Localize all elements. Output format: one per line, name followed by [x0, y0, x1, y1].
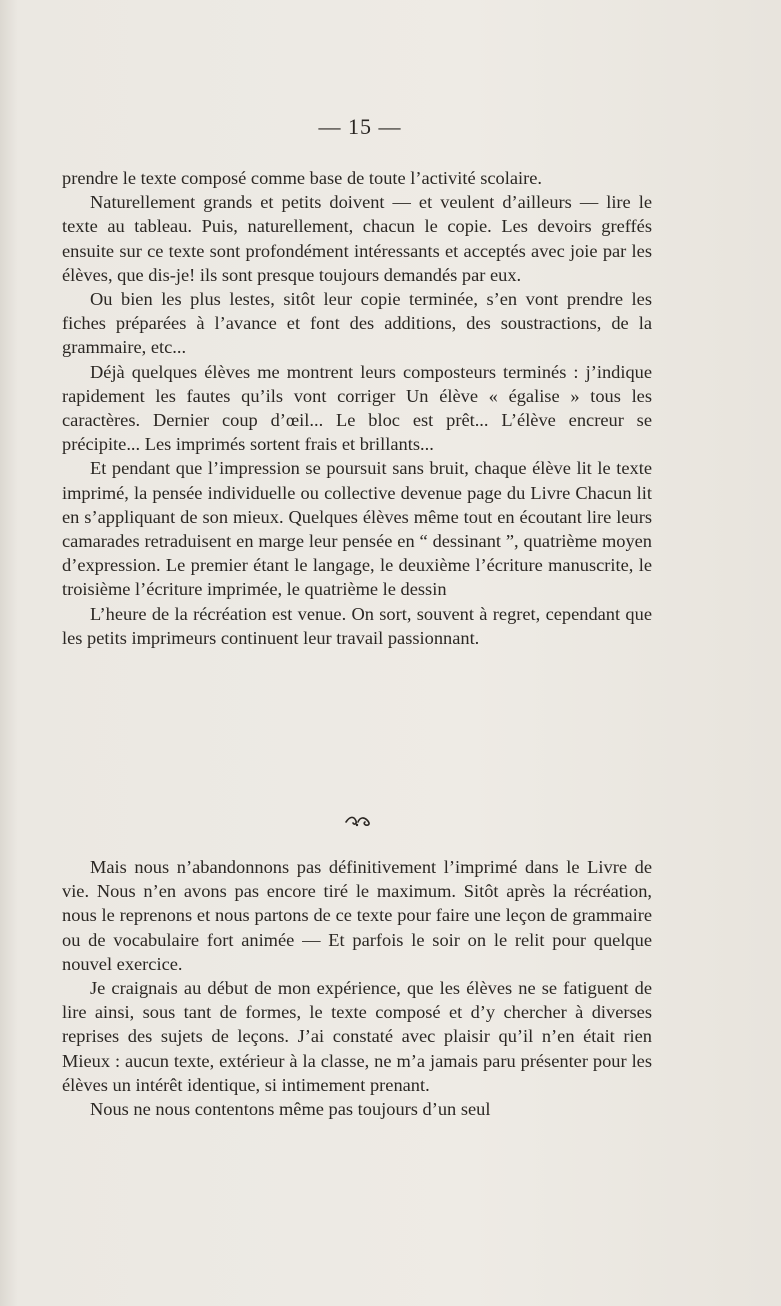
paragraph: L’heure de la récréation est venue. On sort, souvent à regret, cependant que les petits imprimeurs continuent leur travail passionnant. — [62, 603, 652, 648]
paragraph: Déjà quelques élèves me montrent leurs composteurs terminés : j’indique rapidement les fautes qu’ils vont corriger Un élève « égalise » tous les caractères. Dernier coup d’œil... Le bloc est prêt... L’élève encreur se précipite... Les imprimés sortent frais et brillants... — [62, 361, 652, 455]
paragraph: Mais nous n’abandonnons pas définitivement l’imprimé dans le Livre de vie. Nous n’en avons pas encore tiré le maximum. Sitôt après la récréation, nous le reprenons et nous partons de ce texte pour faire une leçon de grammaire ou de vocabulaire fort animée — Et parfois le soir on le relit pour quelque nouvel exercice. — [62, 857, 652, 974]
paragraph: Ou bien les plus lestes, sitôt leur copie terminée, s’en vont prendre les fiches préparées à l’avance et font des additions, des soustractions, de la grammaire, etc... — [62, 289, 652, 358]
paragraph: Et pendant que l’impression se poursuit sans bruit, chaque élève lit le texte imprimé, la pensée individuelle ou collective devenue page du Livre Chacun lit en s’appliquant de son mieux. Quelques élèves même tout en écoutant lire leurs camarades retraduisent en marge leur pensée en “ dessinant ”, quatrième moyen d’expression. Le premier étant le langage, le deuxième l’écriture manuscrite, le troisième l’écriture imprimée, le quatrième le dessin — [62, 458, 652, 600]
paragraph: Naturellement grands et petits doivent — et veulent d’ailleurs — lire le texte au tableau. Puis, naturellement, chacun le copie. Les devoirs greffés ensuite sur ce texte sont profondément intéressants et acceptés avec joie par les élèves, que dis-je! ils sont presque toujours demandés par eux. — [62, 192, 652, 285]
text-section-1 — [62, 166, 652, 650]
paragraph-continuation: prendre le texte composé comme base de toute l’activité scolaire. — [62, 168, 542, 188]
text-section-2 — [62, 855, 652, 1121]
page-number: — 15 — — [318, 114, 402, 139]
paragraph: Je craignais au début de mon expérience, que les élèves ne se fatiguent de lire ainsi, sous tant de formes, le texte composé et d’y chercher à diverses reprises des sujets de leçons. J’ai constaté avec plaisir qu’il n’en était rien Mieux : aucun texte, extérieur à la classe, ne m’a jamais paru présenter pour les élèves un intérêt identique, si intimement prenant. — [62, 978, 652, 1095]
fleuron-ornament-icon — [343, 812, 373, 832]
paragraph: Nous ne nous contentons même pas toujours d’un seul — [90, 1099, 491, 1120]
